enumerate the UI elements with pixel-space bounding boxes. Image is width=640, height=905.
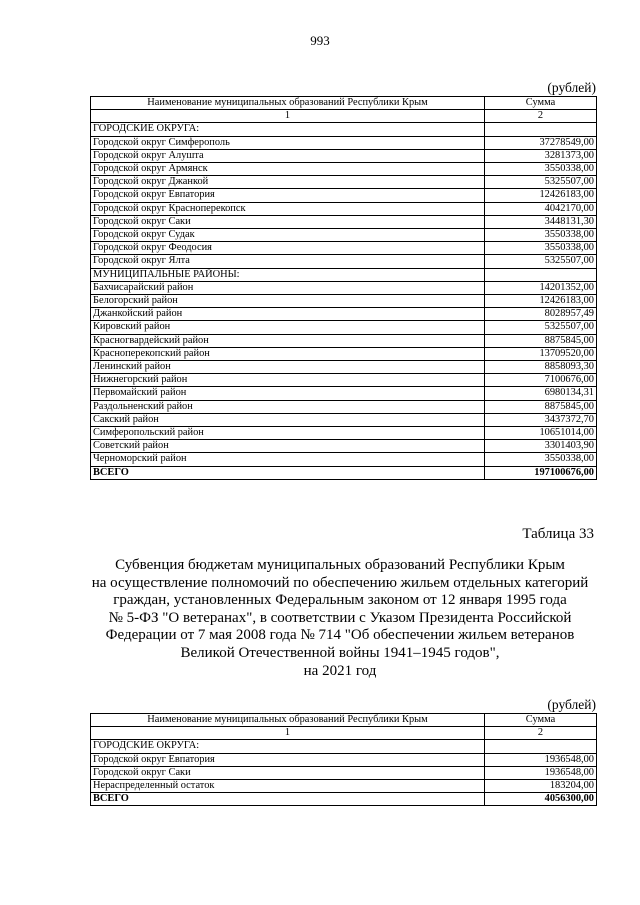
- municipality-name-cell: Городской округ Алушта: [91, 149, 485, 162]
- municipality-name-cell: Сакский район: [91, 413, 485, 426]
- municipality-name-cell: Городской округ Джанкой: [91, 176, 485, 189]
- table-row: [91, 361, 597, 374]
- table-row: [91, 136, 597, 149]
- amount-cell: 1936548,00: [485, 766, 597, 779]
- caption-line: Федерации от 7 мая 2008 года № 714 "Об обеспечении жильем ветеранов: [105, 627, 575, 644]
- table-row: [91, 229, 597, 242]
- subvention-table-1: [90, 96, 597, 480]
- municipality-name-cell: Городской округ Судак: [91, 229, 485, 242]
- table-row: [91, 268, 597, 281]
- table-33-caption: [70, 557, 610, 680]
- caption-line: Великой Отечественной войны 1941–1945 годов",: [180, 644, 500, 661]
- municipality-name-cell: Белогорский район: [91, 295, 485, 308]
- table-row: [91, 387, 597, 400]
- table-row: [91, 215, 597, 228]
- municipality-name-cell: Городской округ Красноперекопск: [91, 202, 485, 215]
- table-row: [91, 176, 597, 189]
- table-row: [91, 427, 597, 440]
- amount-cell: 12426183,00: [485, 295, 597, 308]
- table-row: [91, 440, 597, 453]
- caption-line: на 2021 год: [303, 662, 377, 679]
- municipality-name-cell: Советский район: [91, 440, 485, 453]
- table-row: [91, 281, 597, 294]
- amount-cell: 8875845,00: [485, 400, 597, 413]
- municipality-name-cell: Красногвардейский район: [91, 334, 485, 347]
- amount-cell: [485, 268, 597, 281]
- page-number: 993: [310, 33, 330, 48]
- table-row: [91, 321, 597, 334]
- table-33-label: Таблица 33: [522, 526, 594, 542]
- municipality-name-cell: Городской округ Евпатория: [91, 753, 485, 766]
- amount-cell: 8028957,49: [485, 308, 597, 321]
- amount-cell: 3550338,00: [485, 453, 597, 466]
- municipality-name-cell: ГОРОДСКИЕ ОКРУГА:: [91, 740, 485, 753]
- amount-cell: 14201352,00: [485, 281, 597, 294]
- header-name-cell: Наименование муниципальных образований Республики Крым: [91, 97, 485, 110]
- municipality-name-cell: Черноморский район: [91, 453, 485, 466]
- index-cell: 1: [91, 727, 485, 740]
- table-row: [91, 308, 597, 321]
- header-sum-cell: Сумма: [485, 97, 597, 110]
- municipality-name-cell: Городской округ Симферополь: [91, 136, 485, 149]
- table-row: [91, 347, 597, 360]
- amount-cell: 4042170,00: [485, 202, 597, 215]
- municipality-name-cell: Городской округ Саки: [91, 215, 485, 228]
- municipality-name-cell: Городской округ Саки: [91, 766, 485, 779]
- municipality-name-cell: Джанкойский район: [91, 308, 485, 321]
- amount-cell: [485, 123, 597, 136]
- table-row: [91, 740, 597, 753]
- table-row: [91, 202, 597, 215]
- amount-cell: 3550338,00: [485, 242, 597, 255]
- municipality-name-cell: Нижнегорский район: [91, 374, 485, 387]
- header-sum-cell: Сумма: [485, 714, 597, 727]
- caption-line: граждан, установленных Федеральным законом от 12 января 1995 года: [113, 592, 567, 609]
- total-row: [91, 466, 597, 479]
- municipality-name-cell: Ленинский район: [91, 361, 485, 374]
- amount-cell: 183204,00: [485, 780, 597, 793]
- amount-cell: 37278549,00: [485, 136, 597, 149]
- amount-cell: 3301403,90: [485, 440, 597, 453]
- table2-units: (рублей): [547, 697, 596, 712]
- caption-line: Субвенция бюджетам муниципальных образований Республики Крым: [115, 557, 565, 573]
- municipality-name-cell: Нераспределенный остаток: [91, 780, 485, 793]
- index-cell: 1: [91, 110, 485, 123]
- caption-line: № 5-ФЗ "О ветеранах", в соответствии с Указом Президента Российской: [108, 609, 572, 626]
- table-row: [91, 163, 597, 176]
- total-label-cell: ВСЕГО: [91, 466, 485, 479]
- amount-cell: 10651014,00: [485, 427, 597, 440]
- table-row: [91, 413, 597, 426]
- amount-cell: 3281373,00: [485, 149, 597, 162]
- municipality-name-cell: Кировский район: [91, 321, 485, 334]
- amount-cell: 6980134,31: [485, 387, 597, 400]
- table-row: [91, 780, 597, 793]
- amount-cell: 1936548,00: [485, 753, 597, 766]
- caption-line: на осуществление полномочий по обеспечению жильем отдельных категорий: [91, 574, 589, 591]
- table-index-row: [91, 727, 597, 740]
- header-name-cell: Наименование муниципальных образований Республики Крым: [91, 714, 485, 727]
- municipality-name-cell: Городской округ Армянск: [91, 163, 485, 176]
- amount-cell: 13709520,00: [485, 347, 597, 360]
- table-header-row: [91, 714, 597, 727]
- amount-cell: 3437372,70: [485, 413, 597, 426]
- table-row: [91, 400, 597, 413]
- table-row: [91, 189, 597, 202]
- municipality-name-cell: Красноперекопский район: [91, 347, 485, 360]
- municipality-name-cell: Раздольненский район: [91, 400, 485, 413]
- amount-cell: 3550338,00: [485, 163, 597, 176]
- amount-cell: 7100676,00: [485, 374, 597, 387]
- amount-cell: [485, 740, 597, 753]
- amount-cell: 5325507,00: [485, 321, 597, 334]
- amount-cell: 8858093,30: [485, 361, 597, 374]
- amount-cell: 8875845,00: [485, 334, 597, 347]
- municipality-name-cell: Бахчисарайский район: [91, 281, 485, 294]
- table-row: [91, 753, 597, 766]
- total-label-cell: ВСЕГО: [91, 793, 485, 806]
- amount-cell: 3550338,00: [485, 229, 597, 242]
- table-row: [91, 374, 597, 387]
- index-cell: 2: [485, 110, 597, 123]
- total-amount-cell: 197100676,00: [485, 466, 597, 479]
- municipality-name-cell: Городской округ Феодосия: [91, 242, 485, 255]
- amount-cell: 5325507,00: [485, 255, 597, 268]
- amount-cell: 5325507,00: [485, 176, 597, 189]
- amount-cell: 3448131,30: [485, 215, 597, 228]
- municipality-name-cell: МУНИЦИПАЛЬНЫЕ РАЙОНЫ:: [91, 268, 485, 281]
- table-index-row: [91, 110, 597, 123]
- municipality-name-cell: Городской округ Евпатория: [91, 189, 485, 202]
- table-row: [91, 123, 597, 136]
- table-row: [91, 149, 597, 162]
- table1-units: (рублей): [547, 80, 596, 95]
- total-row: [91, 793, 597, 806]
- table-row: [91, 453, 597, 466]
- index-cell: 2: [485, 727, 597, 740]
- table-header-row: [91, 97, 597, 110]
- municipality-name-cell: Городской округ Ялта: [91, 255, 485, 268]
- municipality-name-cell: ГОРОДСКИЕ ОКРУГА:: [91, 123, 485, 136]
- municipality-name-cell: Первомайский район: [91, 387, 485, 400]
- subvention-table-33: [90, 713, 597, 806]
- table-row: [91, 334, 597, 347]
- municipality-name-cell: Симферопольский район: [91, 427, 485, 440]
- table-row: [91, 255, 597, 268]
- table-row: [91, 766, 597, 779]
- total-amount-cell: 4056300,00: [485, 793, 597, 806]
- table-row: [91, 295, 597, 308]
- table-row: [91, 242, 597, 255]
- amount-cell: 12426183,00: [485, 189, 597, 202]
